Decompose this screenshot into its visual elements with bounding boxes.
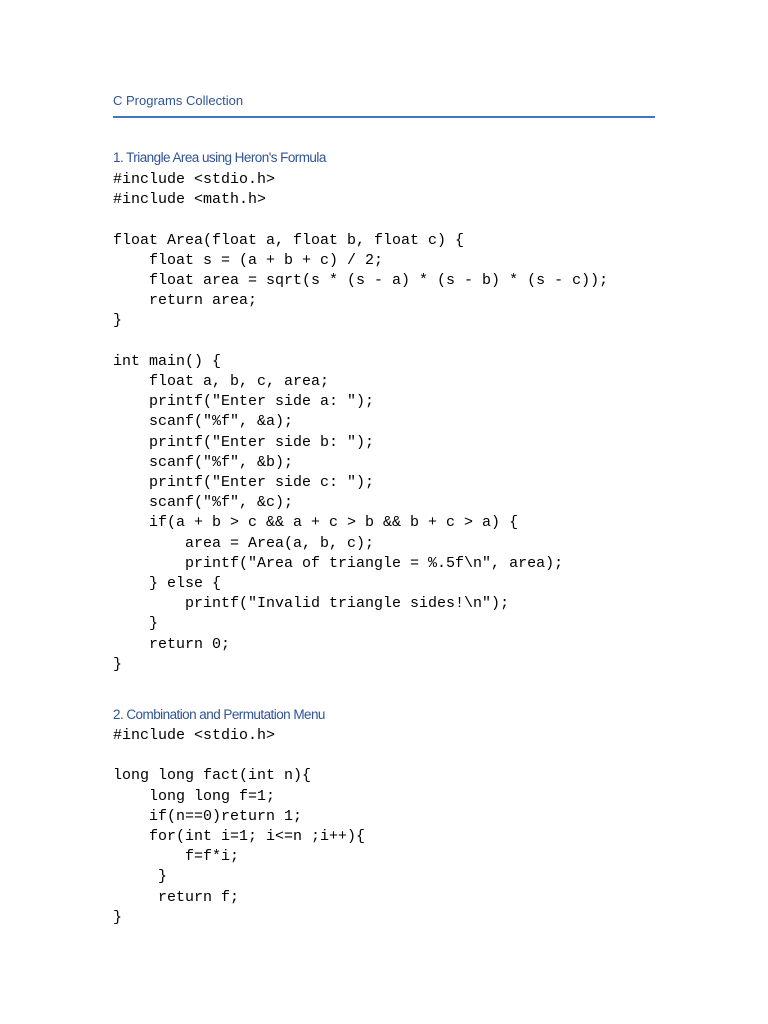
section-heading-triangle-area: 1. Triangle Area using Heron's Formula (113, 150, 326, 165)
code-block-triangle-area: #include <stdio.h> #include <math.h> float Area(float a, float b, float c) { float s = (a + b + c) / 2; float area = sqrt(s * (s - a) * (s - b) * (s - c)); return area; } int main() { float a, b, c, area; printf("Enter side a: "); scanf("%f", &a); printf("Enter side b: "); scanf("%f", &b); printf("Enter side c: "); scanf("%f", &c); if(a + b > c && a + c > b && b + c > a) { area = Area(a, b, c); printf("Area of triangle = %.5f\n", area); } else { printf("Invalid triangle sides!\n"); } return 0; } (113, 171, 609, 673)
section-heading-combination-permutation: 2. Combination and Permutation Menu (113, 707, 325, 722)
code-block-combination-permutation: #include <stdio.h> long long fact(int n){ long long f=1; if(n==0)return 1; for(int i=1; i<=n ;i++){ f=f*i; } return f; } (113, 727, 366, 926)
title-divider (113, 116, 655, 118)
document-title: C Programs Collection (113, 93, 244, 108)
